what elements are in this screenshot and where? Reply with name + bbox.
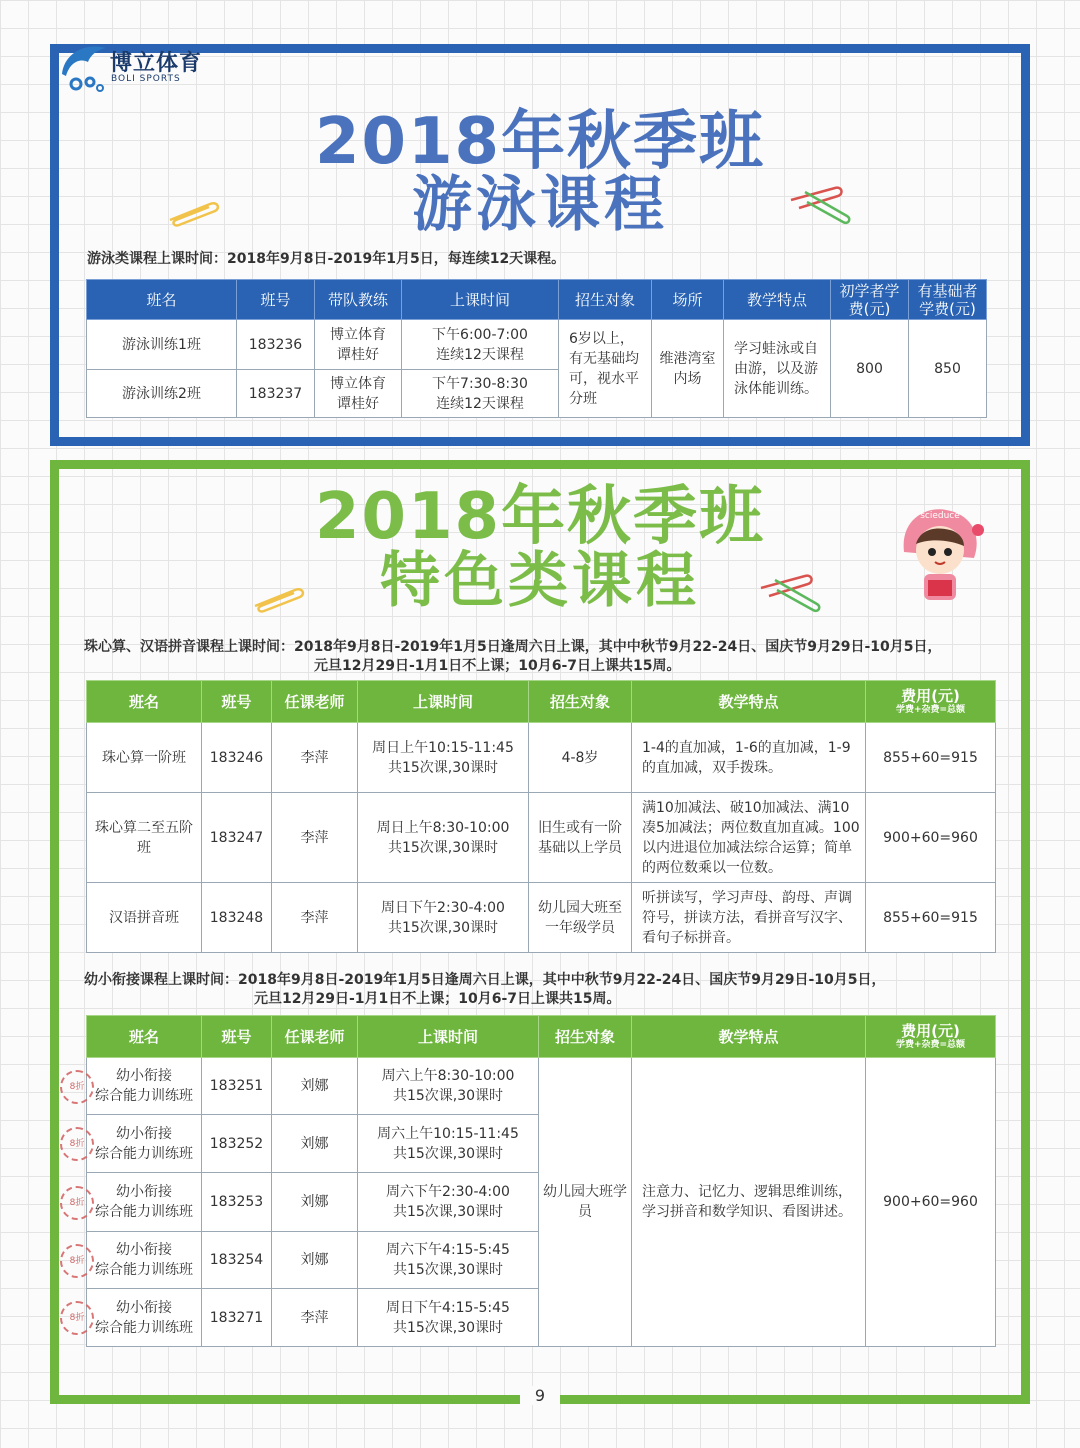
mascot-girl-icon: [890, 500, 990, 610]
column-header: 初学者学费(元): [831, 280, 909, 320]
dolphin-logo-icon: [56, 36, 116, 96]
teaching-feature: 注意力、记忆力、逻辑思维训练，学习拼音和数学知识、看图讲述。: [632, 1058, 866, 1347]
discount-stamp: 8折: [60, 1244, 94, 1278]
class-time: 周六下午2:30-4:00 共15次课,30课时: [358, 1173, 539, 1232]
class-time: 周日上午10:15-11:45 共15次课,30课时: [358, 723, 529, 793]
class-name: 游泳训练1班: [87, 320, 237, 370]
column-header: 招生对象: [539, 1016, 632, 1058]
class-name: 幼小衔接 综合能力训练班: [87, 1058, 202, 1115]
column-header: 任课老师: [272, 1016, 358, 1058]
class-time: 周日下午2:30-4:00 共15次课,30课时: [358, 883, 529, 953]
coach: 博立体育 谭桂好: [315, 320, 402, 370]
discount-stamp: 8折: [60, 1186, 94, 1220]
paperclip-icon: [755, 570, 825, 615]
class-time: 周日上午8:30-10:00 共15次课,30课时: [358, 793, 529, 883]
class-code: 183252: [202, 1115, 272, 1173]
fee-beginner: 800: [831, 320, 909, 418]
class-code: 183237: [237, 370, 315, 418]
fee: 855+60=915: [866, 883, 996, 953]
paperclip-icon: [165, 198, 225, 228]
column-header: 费用(元) 学费+杂费=总额: [866, 1016, 996, 1058]
table-header-row: [87, 280, 987, 320]
discount-stamp: 8折: [60, 1301, 94, 1335]
column-header: 班号: [237, 280, 315, 320]
teaching-feature: 满10加减法、破10加减法、满10凑5加减法；两位数直加直减。100以内进退位加减法综合运算；简单的两位数乘以一位数。: [632, 793, 866, 883]
column-header: 带队教练: [315, 280, 402, 320]
class-code: 183253: [202, 1173, 272, 1232]
column-header: 任课老师: [272, 681, 358, 723]
class-code: 183247: [202, 793, 272, 883]
logo-subtitle: BOLI SPORTS: [111, 74, 181, 84]
class-name: 幼小衔接 综合能力训练班: [87, 1173, 202, 1232]
column-header: 上课时间: [402, 280, 559, 320]
logo-name: 博立体育: [110, 51, 203, 76]
class-name: 幼小衔接 综合能力训练班: [87, 1115, 202, 1173]
table-row: [87, 793, 996, 883]
class-name: 游泳训练2班: [87, 370, 237, 418]
class-time: 周日下午4:15-5:45 共15次课,30课时: [358, 1289, 539, 1347]
class-time: 周六上午8:30-10:00 共15次课,30课时: [358, 1058, 539, 1115]
swim-title-line2: 游泳课程: [412, 170, 668, 240]
teaching-feature: 1-4的直加减，1-6的直加减，1-9的直加减，双手拨珠。: [632, 723, 866, 793]
class-code: 183246: [202, 723, 272, 793]
class-time: 下午7:30-8:30 连续12天课程: [402, 370, 559, 418]
swim-title-line1: 2018年秋季班: [314, 105, 766, 179]
paperclip-icon: [785, 182, 855, 227]
table-row: [87, 1058, 996, 1115]
column-header: 有基础者学费(元): [909, 280, 987, 320]
enrollment-target: 幼儿园大班学员: [539, 1058, 632, 1347]
class-time: 周六上午10:15-11:45 共15次课,30课时: [358, 1115, 539, 1173]
bridge-schedule-note: 幼小衔接课程上课时间：2018年9月8日-2019年1月5日逢周六日上课，其中中秋节9月22-24日、国庆节9月29日-10月5日， 元旦12月29日-1月1日不上课；10月6-7日上课共15周。: [84, 972, 886, 1007]
class-time: 下午6:00-7:00 连续12天课程: [402, 320, 559, 370]
teacher: 刘娜: [272, 1173, 358, 1232]
column-header: 班名: [87, 681, 202, 723]
page-number: 9: [520, 1386, 560, 1405]
boli-sports-logo: [56, 36, 206, 96]
table-row: [87, 883, 996, 953]
class-name: 幼小衔接 综合能力训练班: [87, 1232, 202, 1289]
column-header: 费用(元) 学费+杂费=总额: [866, 681, 996, 723]
teacher: 李萍: [272, 723, 358, 793]
column-header: 教学特点: [724, 280, 831, 320]
teacher: 李萍: [272, 1289, 358, 1347]
class-code: 183236: [237, 320, 315, 370]
column-header: 班号: [202, 681, 272, 723]
class-name: 汉语拼音班: [87, 883, 202, 953]
column-header: 教学特点: [632, 681, 866, 723]
column-header: 班名: [87, 280, 237, 320]
feature-title-line1: 2018年秋季班: [314, 480, 766, 554]
discount-stamp: 8折: [60, 1070, 94, 1104]
teacher: 刘娜: [272, 1115, 358, 1173]
fee: 900+60=960: [866, 1058, 996, 1347]
class-time: 周六下午4:15-5:45 共15次课,30课时: [358, 1232, 539, 1289]
class-code: 183271: [202, 1289, 272, 1347]
teacher: 李萍: [272, 793, 358, 883]
column-header: 上课时间: [358, 681, 529, 723]
table-header-row: [87, 681, 996, 723]
column-header: 班号: [202, 1016, 272, 1058]
fee: 900+60=960: [866, 793, 996, 883]
class-name: 珠心算二至五阶班: [87, 793, 202, 883]
class-name: 珠心算一阶班: [87, 723, 202, 793]
bridge-course-table: [86, 1015, 996, 1347]
feature-title-line2: 特色类课程: [380, 546, 700, 616]
column-header: 招生对象: [559, 280, 652, 320]
enrollment-target: 6岁以上，有无基础均可，视水平分班: [559, 320, 652, 418]
enrollment-target: 旧生或有一阶基础以上学员: [529, 793, 632, 883]
fee-basic: 850: [909, 320, 987, 418]
column-header: 教学特点: [632, 1016, 866, 1058]
column-header: 场所: [652, 280, 724, 320]
coach: 博立体育 谭桂好: [315, 370, 402, 418]
teaching-feature: 学习蛙泳或自由游，以及游泳体能训练。: [724, 320, 831, 418]
fee: 855+60=915: [866, 723, 996, 793]
abacus-pinyin-schedule-note: 珠心算、汉语拼音课程上课时间：2018年9月8日-2019年1月5日逢周六日上课，其中中秋节9月22-24日、国庆节9月29日-10月5日， 元旦12月29日-1月1日不上课；10月6-7日上课共15周。: [84, 639, 942, 674]
table-row: [87, 723, 996, 793]
swim-schedule-note: 游泳类课程上课时间：2018年9月8日-2019年1月5日，每连续12天课程。: [87, 251, 566, 267]
column-header: 班名: [87, 1016, 202, 1058]
enrollment-target: 幼儿园大班至一年级学员: [529, 883, 632, 953]
column-header: 招生对象: [529, 681, 632, 723]
svg-text:scieduce: scieduce: [920, 511, 960, 521]
class-code: 183248: [202, 883, 272, 953]
swim-course-table: [86, 279, 987, 418]
teacher: 刘娜: [272, 1232, 358, 1289]
paperclip-icon: [250, 584, 310, 614]
venue: 维港湾室内场: [652, 320, 724, 418]
class-code: 183254: [202, 1232, 272, 1289]
abacus-pinyin-table: [86, 680, 996, 953]
teacher: 李萍: [272, 883, 358, 953]
enrollment-target: 4-8岁: [529, 723, 632, 793]
table-header-row: [87, 1016, 996, 1058]
class-code: 183251: [202, 1058, 272, 1115]
table-row: [87, 320, 987, 370]
discount-stamp: 8折: [60, 1127, 94, 1161]
column-header: 上课时间: [358, 1016, 539, 1058]
class-name: 幼小衔接 综合能力训练班: [87, 1289, 202, 1347]
teaching-feature: 听拼读写，学习声母、韵母、声调符号，拼读方法，看拼音写汉字、看句子标拼音。: [632, 883, 866, 953]
teacher: 刘娜: [272, 1058, 358, 1115]
